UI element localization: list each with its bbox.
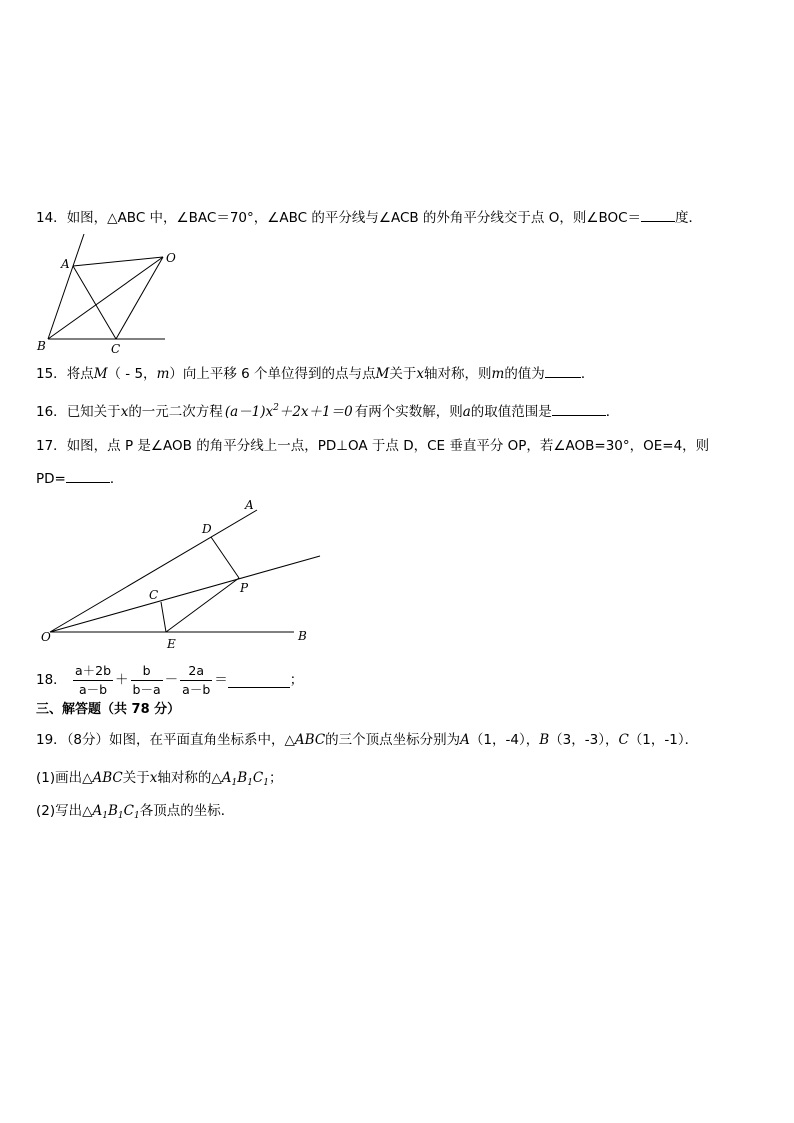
q19-part-2-a1b1c1: [93, 803, 140, 819]
q19-part-1-c1: C: [252, 770, 264, 786]
q17-ray-oa: [50, 510, 257, 632]
q16-eq-x: x: [265, 404, 274, 420]
section-3-title: 三、解答题（共 78 分）: [36, 702, 181, 717]
q16-end: ．: [605, 404, 620, 420]
q16-text-3: 有两个实数解，则: [354, 404, 463, 420]
q19-part-2-c1: C: [123, 803, 134, 819]
q16-text-2: 的一元二次方程: [128, 404, 223, 420]
q17-label-o: O: [41, 630, 51, 644]
q19-part-1-a1b1c1: [222, 770, 269, 786]
q18-fraction-2: [131, 664, 163, 697]
q19-point-c: C: [618, 732, 629, 748]
q18-number: 18．: [36, 672, 67, 688]
q15-text-1: 将点: [66, 366, 94, 382]
q18-fraction-3-numerator: 2a: [180, 664, 212, 681]
q15-var-m-2: m: [491, 366, 505, 382]
q17-seg-pe: [166, 578, 239, 632]
q17-ray-bisector: [50, 556, 320, 632]
question-16: [36, 399, 619, 421]
q19-part-1-rest: 轴对称的△: [157, 770, 222, 786]
q19-part-1-c1-sub: 1: [263, 778, 269, 788]
q19-part-2-rest: 各顶点的坐标．: [139, 803, 235, 819]
q19-point-b-coord: （3，-3），: [549, 732, 619, 748]
q14-answer-blank[interactable]: [641, 207, 675, 222]
q16-eq-rest: ＋2x＋1＝0: [278, 404, 353, 420]
q19-part-2-b1-sub: 1: [117, 811, 124, 821]
q15-end: ．: [580, 366, 595, 382]
q16-equation: [225, 404, 353, 420]
q14-figure: [32, 230, 192, 358]
q16-text-4: 的取值范围是: [470, 404, 552, 420]
q14-line-ac: [73, 266, 116, 339]
q19-part-1-prefix: (1)画出△: [36, 770, 93, 786]
q14-label-a: A: [61, 257, 70, 271]
q19-part-2-a1: A: [92, 803, 103, 819]
q16-eq-square: 2: [273, 403, 279, 413]
q16-number: 16．: [36, 404, 67, 420]
q17-figure: [36, 493, 336, 653]
q17-label-d: D: [202, 522, 212, 536]
q15-text-6: 的值为: [504, 366, 545, 382]
q18-fraction-3: [180, 664, 212, 697]
q18-fraction-3-denominator: a－b: [182, 681, 211, 697]
q19-part-1-b1: B: [237, 770, 248, 786]
q17-number: 17．: [36, 438, 67, 454]
q19-part-1-b1-sub: 1: [247, 778, 253, 788]
q16-var-x: x: [120, 404, 129, 420]
q19-number: 19．: [36, 732, 67, 748]
question-17: [36, 437, 709, 455]
question-15: [36, 363, 594, 383]
q16-var-a: a: [462, 404, 471, 420]
q17-end: ．: [109, 471, 124, 487]
q19-point-c-coord: （1，-1）．: [628, 732, 699, 748]
q19-part-2-c1-sub: 1: [134, 811, 140, 821]
q17-label-a: A: [245, 498, 254, 512]
q17-label-c: C: [149, 588, 159, 602]
question-18: [36, 663, 303, 697]
question-17-line-2: [36, 468, 123, 488]
q17-answer-blank[interactable]: [66, 468, 110, 483]
question-14: [36, 207, 702, 227]
q18-fraction-1-denominator: a－b: [78, 681, 108, 697]
q14-end: 度．: [675, 210, 703, 226]
q18-fraction-2-denominator: b－a: [132, 681, 161, 697]
q14-label-o: O: [166, 251, 176, 265]
q15-text-5: 轴对称，则: [424, 366, 492, 382]
q14-line-ba-ext: [48, 234, 84, 339]
q16-eq-factor: (a－1): [224, 404, 266, 420]
q14-text: 如图，△ABC 中，∠BAC＝70°，∠ABC 的平分线与∠ACB 的外角平分线交于点 O，则∠BOC＝: [66, 210, 642, 226]
q16-answer-blank[interactable]: [552, 401, 606, 416]
q17-seg-pd: [211, 537, 239, 578]
q18-answer-blank[interactable]: [228, 673, 290, 688]
q18-fraction-1-numerator: a＋2b: [73, 664, 113, 681]
q17-label-e: E: [167, 637, 176, 651]
q18-fraction-2-numerator: b: [131, 664, 163, 681]
q19-part-2-a1-sub: 1: [102, 811, 108, 821]
q14-label-c: C: [111, 342, 121, 356]
q14-label-b: B: [37, 339, 46, 353]
q15-answer-blank[interactable]: [545, 363, 581, 378]
q19-part-1-abc: ABC: [92, 770, 123, 786]
q18-plus: ＋: [115, 672, 129, 688]
q18-end: ；: [289, 672, 304, 688]
question-19: [36, 731, 698, 749]
q15-var-m: m: [156, 366, 170, 382]
q15-var-m-point-2: M: [375, 366, 390, 382]
q19-point-a-coord: （1，-4），: [469, 732, 540, 748]
q17-pd-label: PD=: [36, 471, 66, 487]
q19-text-1: （8分）如图，在平面直角坐标系中，△: [66, 732, 295, 748]
q19-part-2-b1: B: [108, 803, 118, 819]
q19-point-a: A: [460, 732, 470, 748]
q15-text-3: ）向上平移 6 个单位得到的点与点: [169, 366, 376, 382]
q15-text-4: 关于: [389, 366, 417, 382]
q18-equals: ＝: [214, 672, 228, 688]
q19-triangle-abc: ABC: [294, 732, 326, 748]
q15-var-m-point: M: [93, 366, 108, 382]
q15-var-x: x: [416, 366, 424, 382]
q18-fraction-1: [73, 664, 113, 697]
q19-part-1-end: ；: [269, 770, 283, 786]
q19-part-1-a1: A: [221, 770, 232, 786]
q15-text-2: （ - 5，: [107, 366, 157, 382]
q14-line-ao: [73, 257, 163, 266]
q17-seg-ce: [161, 602, 166, 632]
q17-label-p: P: [240, 581, 249, 595]
q14-number: 14．: [36, 210, 67, 226]
q16-text-1: 已知关于: [66, 404, 121, 420]
q19-part-1-a1-sub: 1: [231, 778, 238, 788]
q17-label-b: B: [298, 629, 307, 643]
q19-part-2-prefix: (2)写出△: [36, 803, 93, 819]
question-19-part-1: [36, 769, 283, 792]
q18-minus: －: [164, 672, 179, 688]
q17-text: 如图，点 P 是∠AOB 的角平分线上一点，PD⊥OA 于点 D，CE 垂直平分 OP，若∠AOB=30°，OE=4，则: [66, 438, 710, 454]
q14-line-co: [116, 257, 163, 339]
q19-point-b: B: [539, 732, 550, 748]
question-19-part-2: [36, 802, 234, 825]
q19-text-2: 的三个顶点坐标分别为: [325, 732, 461, 748]
q19-part-1-x: x: [149, 770, 158, 786]
q15-number: 15．: [36, 366, 67, 382]
q19-part-1-mid: 关于: [122, 770, 150, 786]
